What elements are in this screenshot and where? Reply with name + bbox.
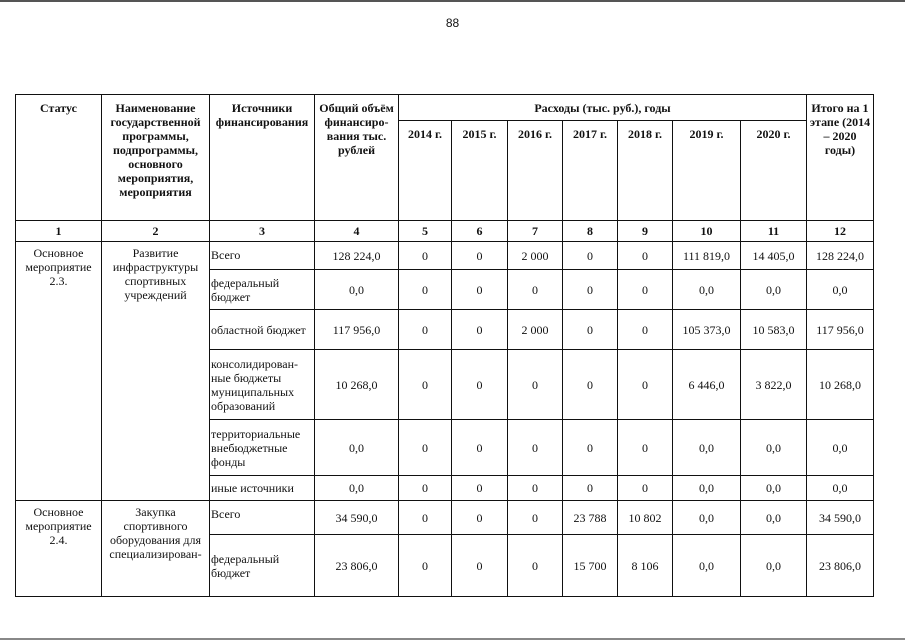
year-cell: 0 [508, 350, 563, 420]
year-cell: 0 [452, 242, 508, 270]
stage-total-cell: 117 956,0 [807, 310, 874, 350]
header-year: 2017 г. [563, 121, 618, 221]
column-number: 11 [741, 221, 807, 242]
total-cell: 128 224,0 [315, 242, 399, 270]
header-name: Наименование государственной программы, подпрограммы, основного мероприятия, мероприятия [102, 95, 210, 221]
financing-table [15, 94, 874, 597]
source-cell: иные источники [210, 476, 315, 501]
header-year: 2014 г. [399, 121, 452, 221]
stage-total-cell: 128 224,0 [807, 242, 874, 270]
column-number: 9 [618, 221, 673, 242]
source-cell: Всего [210, 242, 315, 270]
year-cell: 0,0 [741, 270, 807, 310]
year-cell: 105 373,0 [673, 310, 741, 350]
column-number: 7 [508, 221, 563, 242]
year-cell: 0 [452, 476, 508, 501]
stage-total-cell: 0,0 [807, 420, 874, 476]
year-cell: 0 [452, 420, 508, 476]
column-number: 4 [315, 221, 399, 242]
total-cell: 117 956,0 [315, 310, 399, 350]
year-cell: 8 106 [618, 535, 673, 597]
header-year: 2018 г. [618, 121, 673, 221]
name-cell: Закупка спортивного оборудования для специализирован- [102, 501, 210, 597]
year-cell: 10 583,0 [741, 310, 807, 350]
year-cell: 2 000 [508, 242, 563, 270]
source-cell: территориальные внебюджетные фонды [210, 420, 315, 476]
year-cell: 0 [563, 476, 618, 501]
year-cell: 0 [618, 310, 673, 350]
year-cell: 0 [618, 476, 673, 501]
source-cell: Всего [210, 501, 315, 535]
year-cell: 15 700 [563, 535, 618, 597]
top-border-line [0, 0, 905, 2]
header-expenses: Расходы (тыс. руб.), годы [399, 95, 807, 121]
column-number: 6 [452, 221, 508, 242]
year-cell: 0 [452, 501, 508, 535]
header-stage-total: Итого на 1 этапе (2014 – 2020 годы) [807, 95, 874, 221]
year-cell: 0 [563, 350, 618, 420]
year-cell: 0 [452, 350, 508, 420]
source-cell: консолидирован-ные бюджеты муниципальных образований [210, 350, 315, 420]
column-number: 8 [563, 221, 618, 242]
header-sources: Источники финансирования [210, 95, 315, 221]
year-cell: 0 [452, 270, 508, 310]
year-cell: 0,0 [673, 270, 741, 310]
stage-total-cell: 34 590,0 [807, 501, 874, 535]
year-cell: 0 [508, 270, 563, 310]
column-number: 2 [102, 221, 210, 242]
year-cell: 6 446,0 [673, 350, 741, 420]
column-number: 5 [399, 221, 452, 242]
header-year: 2020 г. [741, 121, 807, 221]
year-cell: 0,0 [741, 420, 807, 476]
source-cell: федеральный бюджет [210, 270, 315, 310]
year-cell: 14 405,0 [741, 242, 807, 270]
year-cell: 0 [399, 420, 452, 476]
status-cell: Основное мероприятие 2.4. [16, 501, 102, 597]
total-cell: 0,0 [315, 420, 399, 476]
column-number: 10 [673, 221, 741, 242]
table-row [16, 501, 874, 535]
stage-total-cell: 0,0 [807, 476, 874, 501]
year-cell: 0,0 [741, 535, 807, 597]
year-cell: 0 [399, 501, 452, 535]
stage-total-cell: 23 806,0 [807, 535, 874, 597]
source-cell: областной бюджет [210, 310, 315, 350]
source-cell: федеральный бюджет [210, 535, 315, 597]
total-cell: 0,0 [315, 476, 399, 501]
year-cell: 0 [618, 270, 673, 310]
page-number: 88 [445, 16, 460, 30]
year-cell: 0,0 [673, 476, 741, 501]
name-cell: Развитие инфраструктуры спортивных учреждений [102, 242, 210, 501]
year-cell: 0 [618, 350, 673, 420]
year-cell: 0 [618, 242, 673, 270]
table-row [16, 242, 874, 270]
year-cell: 10 802 [618, 501, 673, 535]
header-year: 2019 г. [673, 121, 741, 221]
year-cell: 0 [399, 242, 452, 270]
header-year: 2016 г. [508, 121, 563, 221]
year-cell: 0,0 [741, 501, 807, 535]
year-cell: 0 [508, 501, 563, 535]
header-year: 2015 г. [452, 121, 508, 221]
stage-total-cell: 10 268,0 [807, 350, 874, 420]
year-cell: 0,0 [673, 420, 741, 476]
column-number: 1 [16, 221, 102, 242]
year-cell: 0 [618, 420, 673, 476]
total-cell: 10 268,0 [315, 350, 399, 420]
year-cell: 0 [563, 310, 618, 350]
column-number: 12 [807, 221, 874, 242]
year-cell: 2 000 [508, 310, 563, 350]
year-cell: 0 [563, 270, 618, 310]
column-number-row [16, 221, 874, 242]
year-cell: 0,0 [741, 476, 807, 501]
status-cell: Основное мероприятие 2.3. [16, 242, 102, 501]
stage-total-cell: 0,0 [807, 270, 874, 310]
header-total-volume: Общий объём финансиро-вания тыс. рублей [315, 95, 399, 221]
year-cell: 0 [399, 310, 452, 350]
year-cell: 0,0 [673, 535, 741, 597]
year-cell: 0 [508, 535, 563, 597]
year-cell: 0 [563, 242, 618, 270]
year-cell: 0 [399, 476, 452, 501]
year-cell: 0,0 [673, 501, 741, 535]
header-status: Статус [16, 95, 102, 221]
total-cell: 23 806,0 [315, 535, 399, 597]
column-number: 3 [210, 221, 315, 242]
year-cell: 0 [399, 270, 452, 310]
total-cell: 34 590,0 [315, 501, 399, 535]
year-cell: 0 [452, 535, 508, 597]
year-cell: 0 [399, 535, 452, 597]
year-cell: 23 788 [563, 501, 618, 535]
year-cell: 0 [563, 420, 618, 476]
year-cell: 0 [399, 350, 452, 420]
year-cell: 3 822,0 [741, 350, 807, 420]
total-cell: 0,0 [315, 270, 399, 310]
year-cell: 0 [508, 476, 563, 501]
year-cell: 0 [452, 310, 508, 350]
year-cell: 0 [508, 420, 563, 476]
year-cell: 111 819,0 [673, 242, 741, 270]
